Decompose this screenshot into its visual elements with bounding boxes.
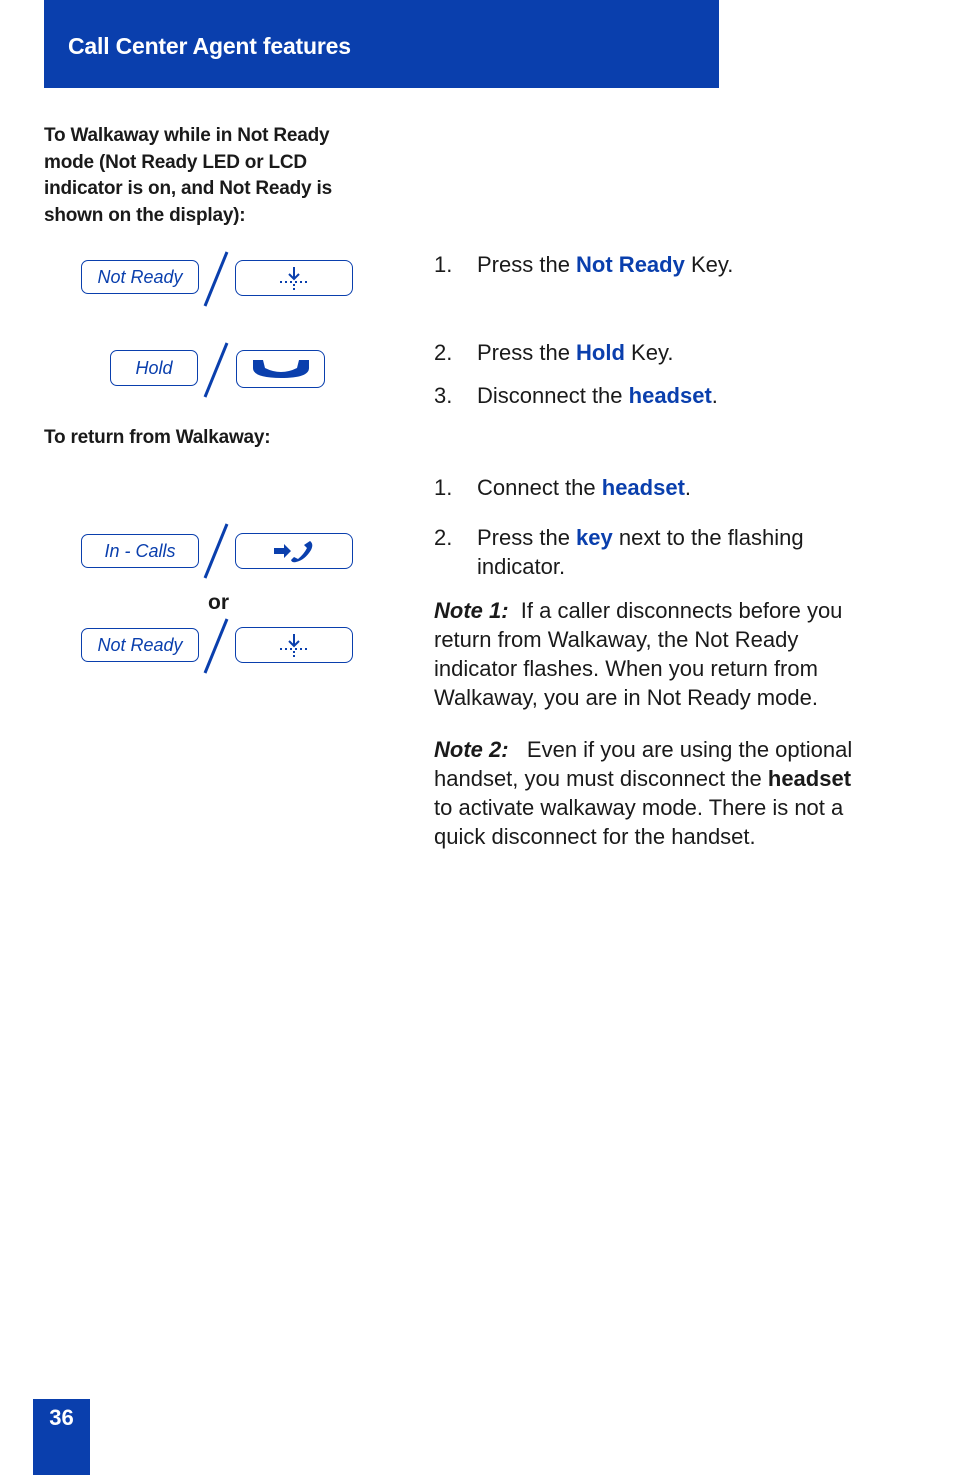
step-text: Key. bbox=[624, 340, 674, 365]
slash-divider bbox=[200, 250, 232, 308]
not-ready-softkey[interactable]: Not Ready bbox=[81, 260, 199, 294]
step-number: 1. bbox=[434, 475, 453, 500]
step-text: . bbox=[684, 475, 692, 500]
note-label: Note 2: bbox=[434, 737, 509, 762]
slash-divider bbox=[200, 617, 232, 675]
headset-icon bbox=[277, 632, 311, 658]
note-1 bbox=[434, 596, 874, 712]
slash-divider bbox=[200, 522, 232, 580]
step-text: Press the bbox=[477, 340, 577, 365]
note-text: Even if you are using the optional handset, you must disconnect the bbox=[434, 737, 853, 791]
step-number: 1. bbox=[434, 252, 453, 277]
page-number: 36 bbox=[49, 1405, 74, 1430]
note-text: to activate walkaway mode. There is not a quick disconnect for the handset. bbox=[434, 795, 844, 849]
header-bar bbox=[44, 0, 719, 88]
step-number: 2. bbox=[434, 340, 453, 365]
incoming-call-icon bbox=[272, 538, 316, 564]
step-text: Press the bbox=[477, 252, 577, 277]
note-bold-term: headset bbox=[767, 766, 852, 791]
step-number: 3. bbox=[434, 383, 453, 408]
page-number-tab bbox=[33, 1399, 90, 1475]
release-key[interactable] bbox=[236, 350, 325, 388]
step-text: next to the flashing indicator. bbox=[477, 525, 804, 579]
step-key-name: headset bbox=[628, 383, 712, 408]
step-key-name: headset bbox=[601, 475, 685, 500]
step-key-name: Hold bbox=[576, 340, 625, 365]
headset-icon bbox=[277, 265, 311, 291]
note-text: If a caller disconnects before you return from Walkaway, the Not Ready indicator flashes. When you return from Walkaway, you are in Not Ready mode. bbox=[434, 598, 843, 710]
step-number: 2. bbox=[434, 525, 453, 550]
not-ready-key[interactable] bbox=[235, 260, 353, 296]
in-calls-key[interactable] bbox=[235, 533, 353, 569]
step-text: Key. bbox=[684, 252, 734, 277]
walkaway-lead: To Walkaway while in Not Ready mode (Not Ready LED or LCD indicator is on, and Not Ready is shown on the display): bbox=[44, 125, 332, 226]
step-key-name: Not Ready bbox=[576, 252, 685, 277]
not-ready-softkey-return[interactable]: Not Ready bbox=[81, 628, 199, 662]
or-label: or bbox=[208, 591, 229, 614]
step-key-name: key bbox=[576, 525, 613, 550]
note-label: Note 1: bbox=[434, 598, 509, 623]
not-ready-key-return[interactable] bbox=[235, 627, 353, 663]
step-text: Connect the bbox=[477, 475, 602, 500]
page-title: Call Center Agent features bbox=[68, 33, 351, 59]
step-text: Disconnect the bbox=[477, 383, 629, 408]
in-calls-softkey[interactable]: In - Calls bbox=[81, 534, 199, 568]
slash-divider bbox=[200, 341, 232, 399]
step-text: Press the bbox=[477, 525, 577, 550]
step-text: . bbox=[711, 383, 718, 408]
note-2 bbox=[434, 735, 874, 851]
release-icon bbox=[249, 356, 313, 382]
hold-softkey[interactable]: Hold bbox=[110, 350, 198, 386]
return-lead: To return from Walkaway: bbox=[44, 427, 271, 448]
